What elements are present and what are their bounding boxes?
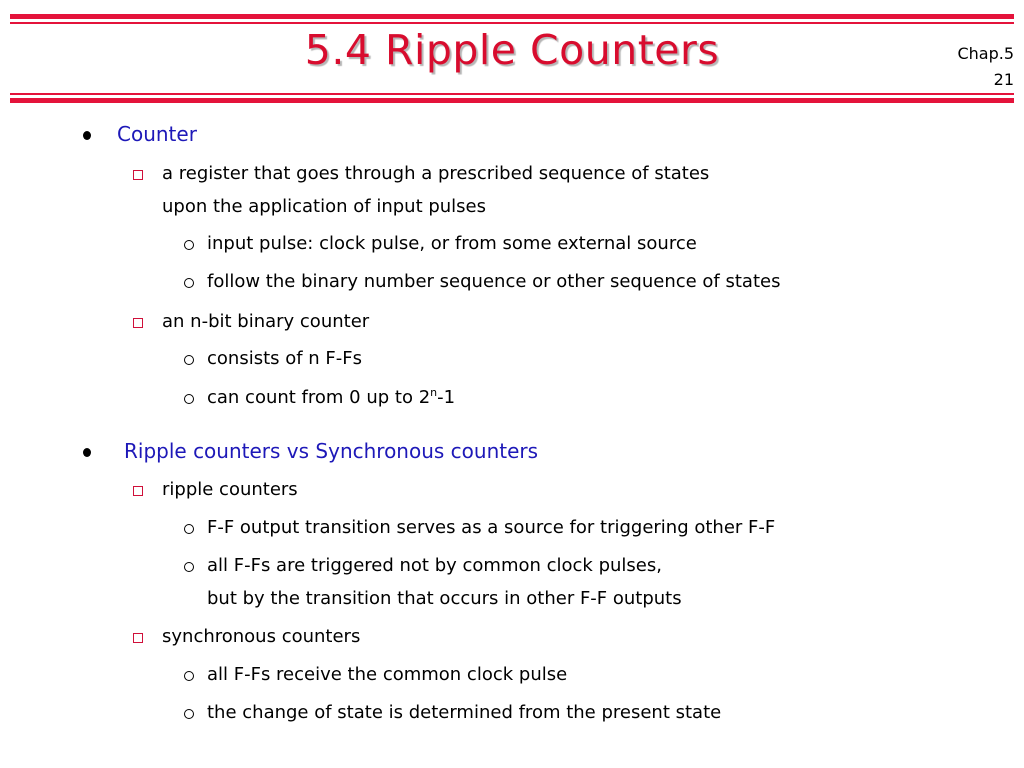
circle-bullet-icon bbox=[184, 240, 194, 250]
bullet-dot-icon bbox=[83, 131, 91, 140]
square-bullet-icon bbox=[133, 318, 143, 328]
count-range-suffix: -1 bbox=[437, 387, 456, 408]
all-triggered-line1: all F-Fs are triggered not by common clock pulses, bbox=[207, 555, 662, 576]
chapter-label: Chap.5 bbox=[957, 44, 1014, 63]
page-number: 21 bbox=[993, 70, 1014, 89]
circle-bullet-icon bbox=[184, 671, 194, 681]
header-rule-bottom bbox=[10, 98, 1014, 103]
register-definition-line1: a register that goes through a prescribed sequence of states bbox=[162, 163, 710, 184]
input-pulse-item: input pulse: clock pulse, or from some external source bbox=[207, 233, 697, 254]
square-bullet-icon bbox=[133, 486, 143, 496]
circle-bullet-icon bbox=[184, 355, 194, 365]
section-heading-ripple-vs-sync: Ripple counters vs Synchronous counters bbox=[124, 439, 539, 463]
ripple-counters-heading: ripple counters bbox=[162, 479, 298, 500]
circle-bullet-icon bbox=[184, 278, 194, 288]
circle-bullet-icon bbox=[184, 709, 194, 719]
count-range-exponent: n bbox=[430, 386, 438, 399]
circle-bullet-icon bbox=[184, 524, 194, 534]
count-range-prefix: can count from 0 up to 2 bbox=[207, 387, 431, 408]
header-rule-top-thin bbox=[10, 22, 1014, 24]
consists-item: consists of n F-Fs bbox=[207, 348, 363, 369]
register-definition-line2: upon the application of input pulses bbox=[162, 196, 487, 217]
square-bullet-icon bbox=[133, 633, 143, 643]
all-receive-item: all F-Fs receive the common clock pulse bbox=[207, 664, 568, 685]
chapter-page-indicator bbox=[957, 41, 1014, 93]
nbit-counter-heading: an n-bit binary counter bbox=[162, 311, 370, 332]
follow-binary-item: follow the binary number sequence or other sequence of states bbox=[207, 271, 781, 292]
change-state-item: the change of state is determined from the present state bbox=[207, 702, 722, 723]
synchronous-counters-heading: synchronous counters bbox=[162, 626, 361, 647]
circle-bullet-icon bbox=[184, 562, 194, 572]
bullet-dot-icon bbox=[83, 448, 91, 457]
header-rule-top bbox=[10, 14, 1014, 19]
all-triggered-line2: but by the transition that occurs in other F-F outputs bbox=[207, 588, 682, 609]
header-rule-bottom-thin bbox=[10, 93, 1014, 95]
ff-output-item: F-F output transition serves as a source for triggering other F-F bbox=[207, 517, 776, 538]
circle-bullet-icon bbox=[184, 394, 194, 404]
count-range-item bbox=[207, 387, 455, 408]
square-bullet-icon bbox=[133, 170, 143, 180]
slide-title: 5.4 Ripple Counters bbox=[304, 26, 720, 74]
section-heading-counter: Counter bbox=[117, 122, 197, 146]
